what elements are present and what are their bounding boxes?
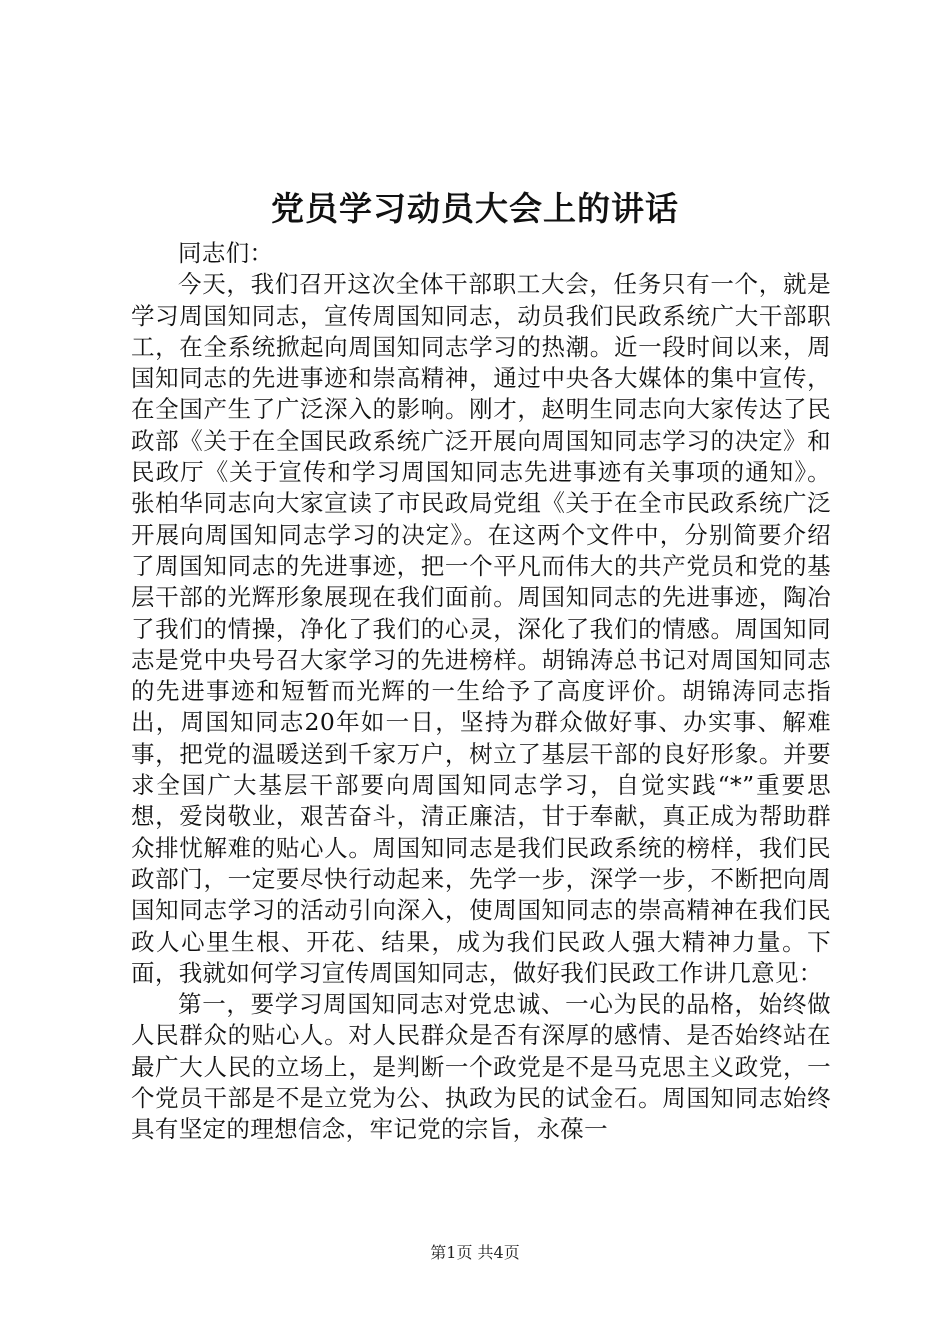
- page-number-footer: 第1页 共4页: [430, 1243, 520, 1262]
- body-paragraph-1: 今天，我们召开这次全体干部职工大会，任务只有一个，就是学习周国知同志，宣传周国知同志，动员我们民政系统广大干部职工，在全系统掀起向周国知同志学习的热潮。近一段时间以来，周国知同志的先进事迹和崇高精神，通过中央各大媒体的集中宣传，在全国产生了广泛深入的影响。刚才，赵明生同志向大家传达了民政部《关于在全国民政系统广泛开展向周国知同志学习的决定》和民政厅《关于宣传和学习周国知同志先进事迹有关事项的通知》。张柏华同志向大家宣读了市民政局党组《关于在全市民政系统广泛开展向周国知同志学习的决定》。在这两个文件中，分别简要介绍了周国知同志的先进事迹，把一个平凡而伟大的共产党员和党的基层干部的光辉形象展现在我们面前。周国知同志的先进事迹，陶冶了我们的情操，净化了我们的心灵，深化了我们的情感。周国知同志是党中央号召大家学习的先进榜样。胡锦涛总书记对周国知同志的先进事迹和短暂而光辉的一生给予了高度评价。胡锦涛同志指出，周国知同志20年如一日，坚持为群众做好事、办实事、解难事，把党的温暖送到千家万户，树立了基层干部的良好形象。并要求全国广大基层干部要向周国知同志学习，自觉实践“*”重要思想，爱岗敬业，艰苦奋斗，清正廉洁，甘于奉献，真正成为帮助群众排忧解难的贴心人。周国知同志是我们民政系统的榜样，我们民政部门，一定要尽快行动起来，先学一步，深学一步，不断把向周国知同志学习的活动引向深入，使周国知同志的崇高精神在我们民政人心里生根、开花、结果，成为我们民政人强大精神力量。下面，我就如何学习宣传周国知同志，做好我们民政工作讲几意见：: [131, 270, 831, 987]
- document-title: 党员学习动员大会上的讲话: [271, 189, 679, 228]
- body-paragraph-2: 第一，要学习周国知同志对党忠诚、一心为民的品格，始终做人民群众的贴心人。对人民群众是否有深厚的感情、是否始终站在最广大人民的立场上，是判断一个政党是不是马克思主义政党，一个党员干部是不是立党为公、执政为民的试金石。周国知同志始终具有坚定的理想信念，牢记党的宗旨，永葆一: [131, 990, 831, 1144]
- salutation: 同志们：: [178, 239, 274, 267]
- document-body: [131, 238, 831, 1146]
